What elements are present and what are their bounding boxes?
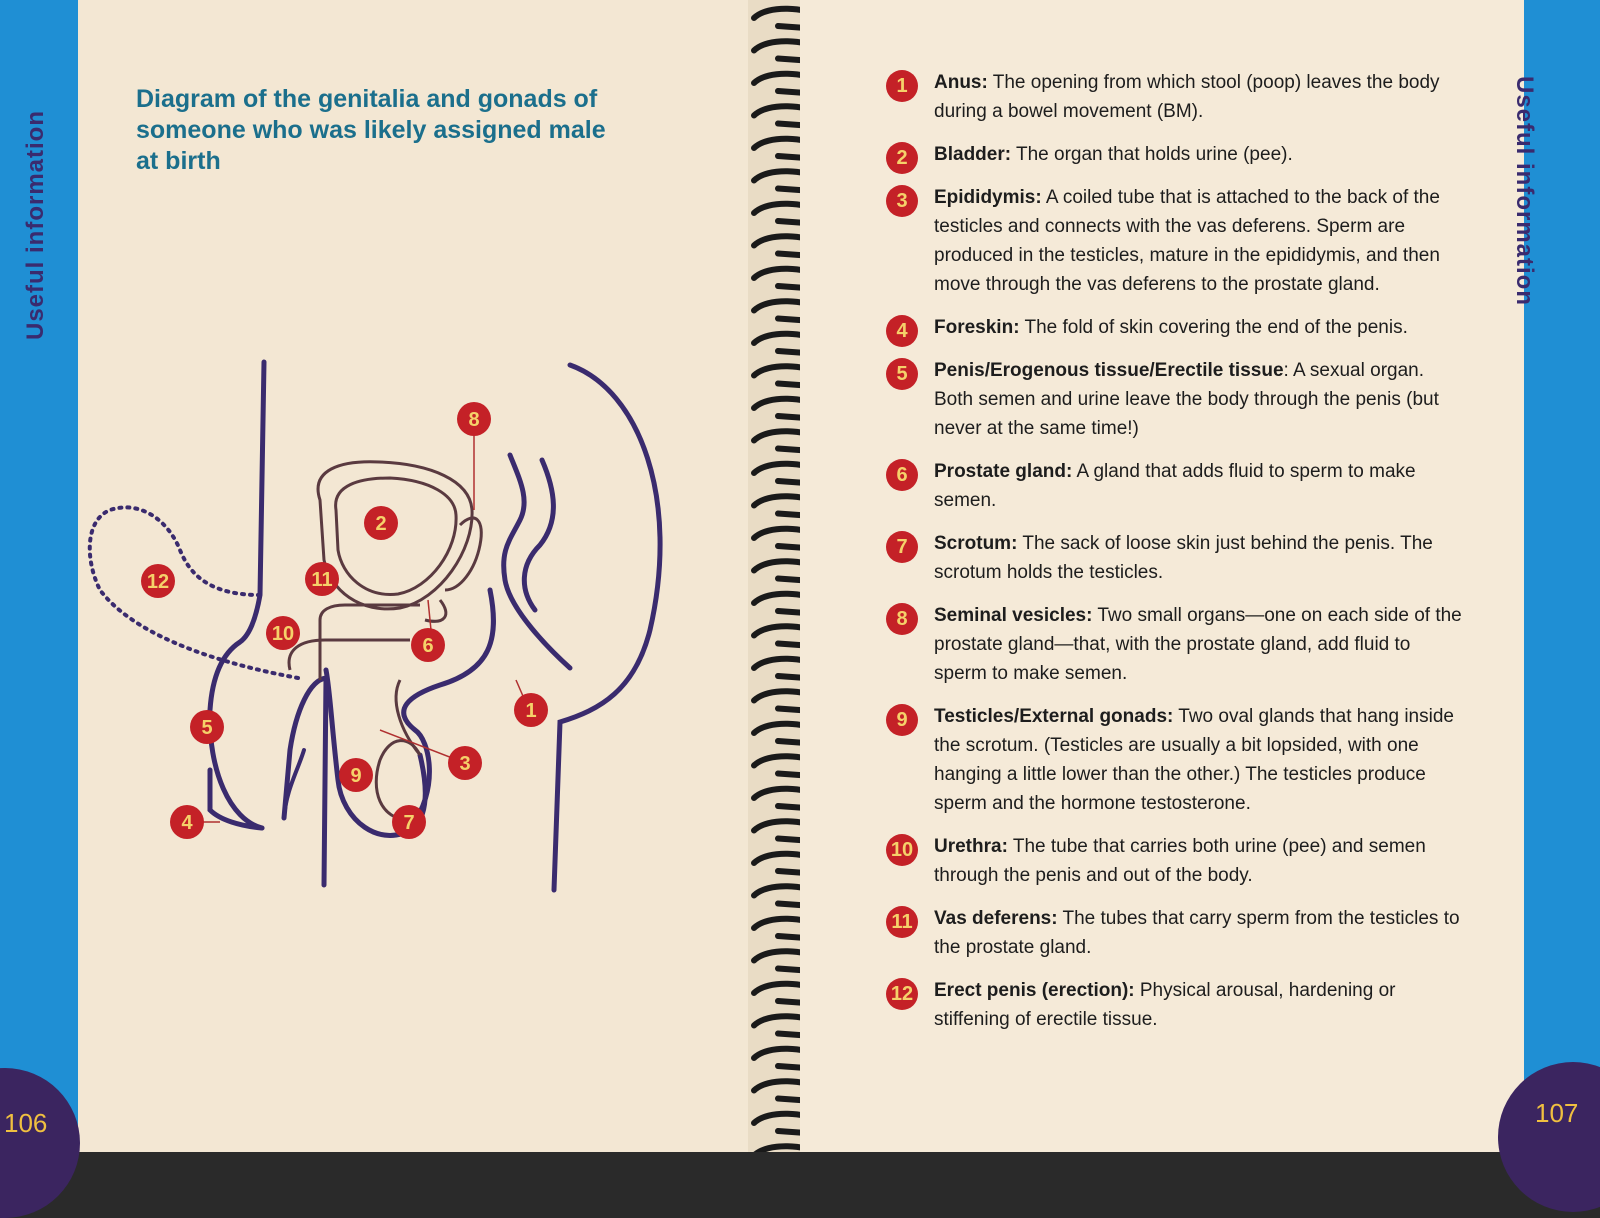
definition-item-12 (886, 976, 1466, 1034)
definition-list (886, 68, 1466, 1048)
svg-text:3: 3 (459, 753, 471, 775)
diagram-marker-7 (392, 805, 426, 839)
definition-text: Physical arousal, hardening or stiffening of erectile tissue. (934, 980, 1396, 1030)
definition-term: Epididymis: (934, 187, 1042, 208)
diagram-marker-1 (514, 693, 548, 727)
number-badge: 11 (886, 906, 918, 938)
svg-text:6: 6 (422, 635, 434, 657)
definition-term: Vas deferens: (934, 908, 1058, 929)
diagram-marker-10 (266, 616, 300, 650)
diagram-marker-11 (305, 562, 339, 596)
definition-item-8 (886, 601, 1466, 688)
svg-text:10: 10 (271, 623, 295, 645)
svg-text:2: 2 (375, 513, 387, 535)
number-badge: 3 (886, 185, 918, 217)
definition-item-10 (886, 832, 1466, 890)
definition-item-2 (886, 140, 1466, 169)
definition-item-3 (886, 183, 1466, 299)
svg-text:7: 7 (403, 812, 415, 834)
svg-text:8: 8 (468, 409, 480, 431)
definition-text: A coiled tube that is attached to the back of the testicles and connects with the vas deferens. Sperm are produced in the testicles, mature in the epididymis, and then move through the vas deferens to the prostate gland. (934, 187, 1440, 295)
definition-text: The fold of skin covering the end of the penis. (1019, 317, 1408, 338)
number-badge: 2 (886, 142, 918, 174)
definition-text: The organ that holds urine (pee). (1011, 144, 1293, 165)
diagram-marker-9 (339, 758, 373, 792)
anatomy-diagram (80, 350, 700, 930)
number-badge: 6 (886, 459, 918, 491)
definition-text: Two small organs—one on each side of the prostate gland—that, with the prostate gland, add fluid to sperm to make semen. (934, 605, 1462, 684)
definition-text: A gland that adds fluid to sperm to make semen. (934, 461, 1416, 511)
diagram-marker-3 (448, 746, 482, 780)
definition-term: Prostate gland: (934, 461, 1073, 482)
number-badge: 10 (886, 834, 918, 866)
definition-term: Erect penis (erection): (934, 980, 1135, 1001)
side-label-left: Useful information (22, 109, 49, 340)
number-badge: 8 (886, 603, 918, 635)
number-badge: 7 (886, 531, 918, 563)
definition-text: The tube that carries both urine (pee) and semen through the penis and out of the body. (934, 836, 1426, 886)
definition-term: Seminal vesicles: (934, 605, 1093, 626)
svg-text:4: 4 (181, 812, 193, 834)
definition-text: The opening from which stool (poop) leaves the body during a bowel movement (BM). (934, 72, 1440, 122)
page-number-left: 106 (4, 1108, 48, 1138)
number-badge: 9 (886, 704, 918, 736)
diagram-marker-8 (457, 402, 491, 436)
number-badge: 4 (886, 315, 918, 347)
definition-item-6 (886, 457, 1466, 515)
definition-term: Penis/Erogenous tissue/Erectile tissue (934, 360, 1284, 381)
definition-term: Scrotum: (934, 533, 1018, 554)
definition-text: The sack of loose skin just behind the penis. The scrotum holds the testicles. (934, 533, 1433, 583)
definition-item-4 (886, 313, 1466, 342)
definition-item-7 (886, 529, 1466, 587)
svg-text:12: 12 (146, 571, 170, 593)
definition-item-1 (886, 68, 1466, 126)
number-badge: 5 (886, 358, 918, 390)
definition-item-9 (886, 702, 1466, 818)
definition-term: Bladder: (934, 144, 1012, 165)
definition-text: Two oval glands that hang inside the scrotum. (Testicles are usually a bit lopsided, with one hanging a little lower than the other.) The testicles produce sperm and the hormone testosterone. (934, 706, 1454, 814)
definition-term: Testicles/External gonads: (934, 706, 1174, 727)
svg-text:11: 11 (311, 569, 333, 591)
definition-text: The tubes that carry sperm from the testicles to the prostate gland. (934, 908, 1460, 958)
page-title: Diagram of the genitalia and gonads of someone who was likely assigned male at birth (136, 85, 606, 175)
page-number-right: 107 (1535, 1098, 1579, 1128)
side-label-right: Useful information (1511, 76, 1538, 307)
definition-text: : A sexual organ. Both semen and urine leave the body through the penis (but never at the same time!) (934, 360, 1439, 439)
definition-term: Anus: (934, 72, 988, 93)
diagram-marker-4 (170, 805, 204, 839)
definition-term: Urethra: (934, 836, 1008, 857)
svg-text:9: 9 (350, 765, 362, 787)
number-badge: 1 (886, 70, 918, 102)
svg-text:5: 5 (201, 717, 213, 739)
number-badge: 12 (886, 978, 918, 1010)
definition-term: Foreskin: (934, 317, 1020, 338)
definition-item-11 (886, 904, 1466, 962)
definition-item-5 (886, 356, 1466, 443)
svg-text:1: 1 (525, 700, 537, 722)
diagram-marker-6 (411, 628, 445, 662)
diagram-marker-2 (364, 506, 398, 540)
diagram-marker-12 (141, 564, 175, 598)
diagram-marker-5 (190, 710, 224, 744)
